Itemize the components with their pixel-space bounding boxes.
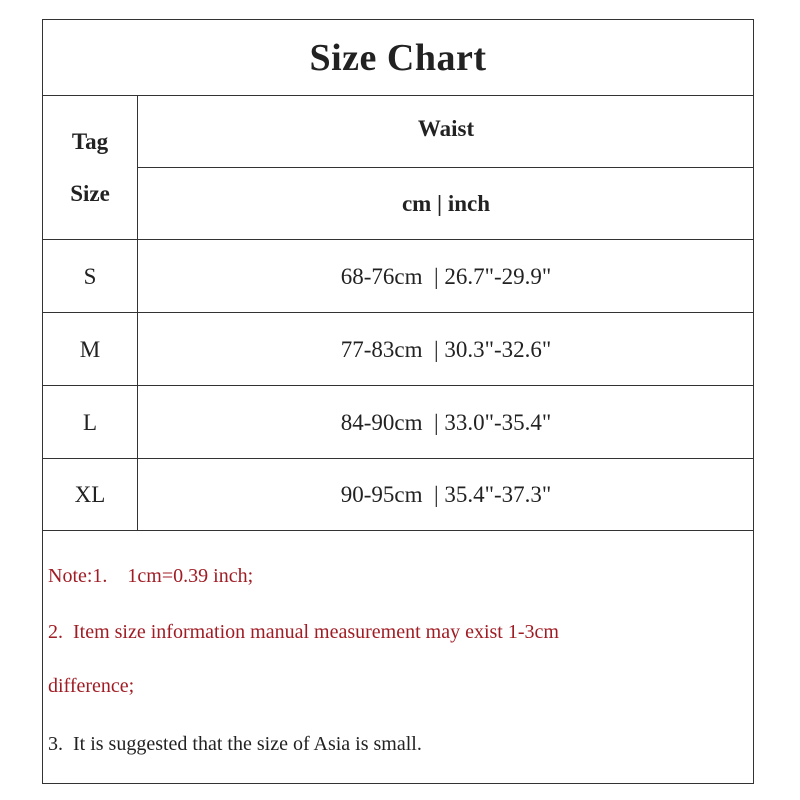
waist-cell: 84-90cm | 33.0"-35.4" bbox=[340, 409, 552, 435]
size-cell: L bbox=[82, 409, 98, 435]
size-cell: S bbox=[83, 263, 97, 289]
waist-cell: 90-95cm | 35.4"-37.3" bbox=[340, 482, 552, 507]
waist-cell: 77-83cm | 30.3"-32.6" bbox=[340, 336, 552, 362]
units-header: cm | inch bbox=[401, 191, 491, 216]
size-cell: XL bbox=[74, 482, 106, 507]
note-line-2: 2. Item size information manual measurement may exist 1-3cm bbox=[48, 621, 559, 643]
tag-size-header bbox=[43, 96, 137, 240]
size-chart-table bbox=[42, 19, 754, 784]
note-line-1: Note:1. 1cm=0.39 inch; bbox=[48, 565, 254, 587]
waist-header: Waist bbox=[417, 116, 475, 141]
chart-title: Size Chart bbox=[309, 36, 487, 79]
tag-size-label-line1: Tag bbox=[71, 129, 109, 154]
waist-cell: 68-76cm | 26.7"-29.9" bbox=[340, 263, 552, 289]
column-divider bbox=[137, 96, 138, 531]
tag-size-label-line2: Size bbox=[70, 181, 110, 206]
size-cell: M bbox=[79, 336, 101, 362]
title-row bbox=[43, 20, 753, 96]
note-line-3: difference; bbox=[48, 675, 135, 697]
note-line-4: 3. It is suggested that the size of Asia is small. bbox=[48, 733, 422, 755]
